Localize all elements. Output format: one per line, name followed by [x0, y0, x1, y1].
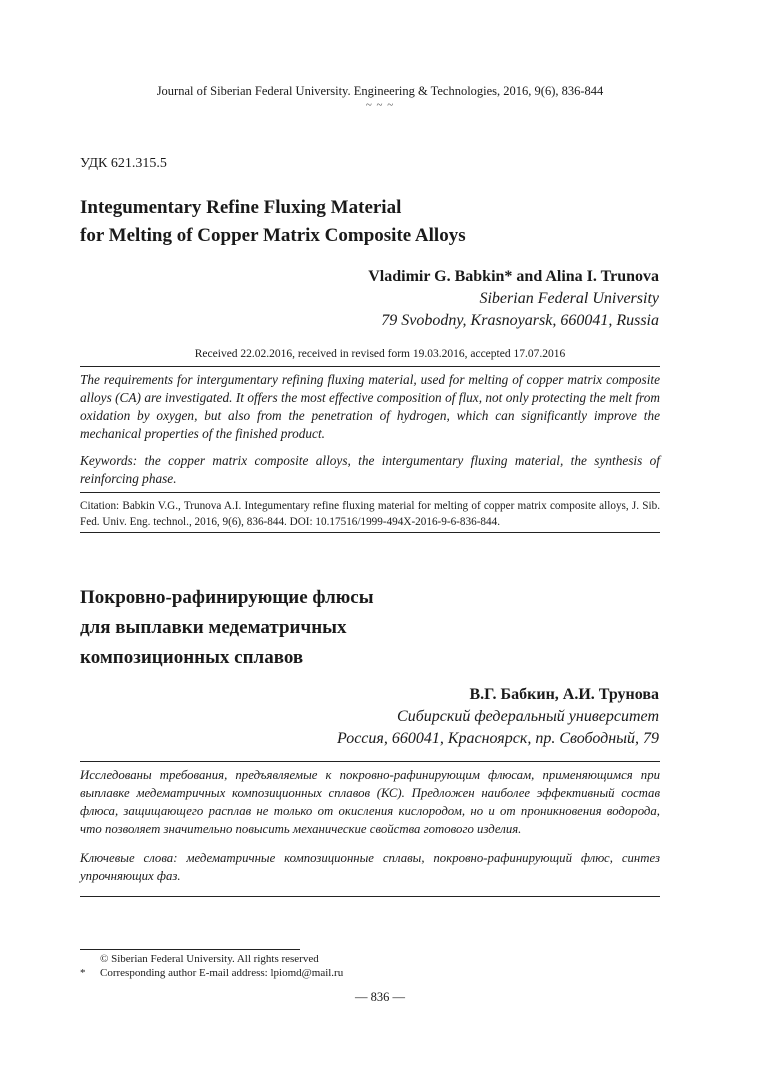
title-ru-line-2: для выплавки медематричных: [80, 617, 347, 638]
authors-ru: В.Г. Бабкин, А.И. Трунова: [469, 686, 659, 703]
address-en: 79 Svobodny, Krasnoyarsk, 660041, Russia: [381, 312, 659, 329]
keywords-ru: Ключевые слова: медематричные композиционные сплавы, покровно-рафинирующий флюс, синтез упрочняющих фаз.: [80, 851, 660, 883]
affiliation-ru: Сибирский федеральный университет: [397, 708, 659, 725]
page-number: — 836 —: [355, 990, 405, 1004]
keywords-en: Keywords: the copper matrix composite alloys, the intergumentary fluxing material, the synthesis of reinforcing phase.: [80, 453, 660, 486]
divider: [80, 366, 660, 367]
authors-en: Vladimir G. Babkin* and Alina I. Trunova: [368, 268, 659, 285]
abstract-ru: [80, 766, 660, 885]
udk-code: УДК 621.315.5: [80, 156, 167, 171]
abstract-en-text: The requirements for intergumentary refining fluxing material, used for melting of copper matrix composite alloys (CA) are investigated. It offers the most effective composition of flux, not only protecting the melt from oxidation by oxygen, but also from the penetration of hydrogen, which can significantly improve the mechanical properties of the finished product.: [80, 372, 660, 441]
journal-header: Journal of Siberian Federal University. Engineering & Technologies, 2016, 9(6), 836-844: [156, 84, 604, 98]
copyright-text: © Siberian Federal University. All rights reserved: [100, 953, 319, 965]
title-ru: [80, 583, 374, 673]
header-ornament: ~ ~ ~: [365, 99, 395, 111]
footnote-corresponding: [80, 966, 343, 981]
abstract-en: [80, 371, 660, 488]
affiliation-en: Siberian Federal University: [479, 290, 659, 307]
footnote-copyright: [80, 952, 319, 967]
divider: [80, 492, 660, 493]
authors-block-en: [368, 266, 659, 332]
divider: [80, 896, 660, 897]
title-ru-line-1: Покровно-рафинирующие флюсы: [80, 587, 374, 608]
received-dates: Received 22.02.2016, received in revised form 19.03.2016, accepted 17.07.2016: [194, 348, 566, 360]
title-en-line-2: for Melting of Copper Matrix Composite Alloys: [80, 225, 466, 246]
title-ru-line-3: композиционных сплавов: [80, 647, 304, 668]
divider: [80, 532, 660, 533]
abstract-ru-text: Исследованы требования, предъявляемые к покровно-рафинирующим флюсам, применяющимся при выплавке медематричных композиционных сплавов (КС). Предложен наиболее эффективный состав флюса, защищающего расплав не только от окисления кислородом, но и от проникновения водорода, что позволяет значительно повысить механические свойства готового изделия.: [80, 768, 660, 836]
divider: [80, 761, 660, 762]
address-ru: Россия, 660041, Красноярск, пр. Свободный, 79: [337, 730, 659, 747]
asterisk-mark: *: [80, 967, 86, 979]
authors-block-ru: [337, 684, 659, 750]
title-en-line-1: Integumentary Refine Fluxing Material: [80, 197, 402, 218]
corresponding-text: Corresponding author E-mail address: lpiomd@mail.ru: [100, 967, 344, 979]
citation: Citation: Babkin V.G., Trunova A.I. Integumentary refine fluxing material for melting of copper matrix composite alloys, J. Sib. Fed. Univ. Eng. technol., 2016, 9(6), 836-844. DOI: 10.17516/1999-494X-2016-9-6-836-844.: [80, 500, 660, 528]
footnote-divider: [80, 949, 300, 950]
title-en: [80, 194, 466, 250]
